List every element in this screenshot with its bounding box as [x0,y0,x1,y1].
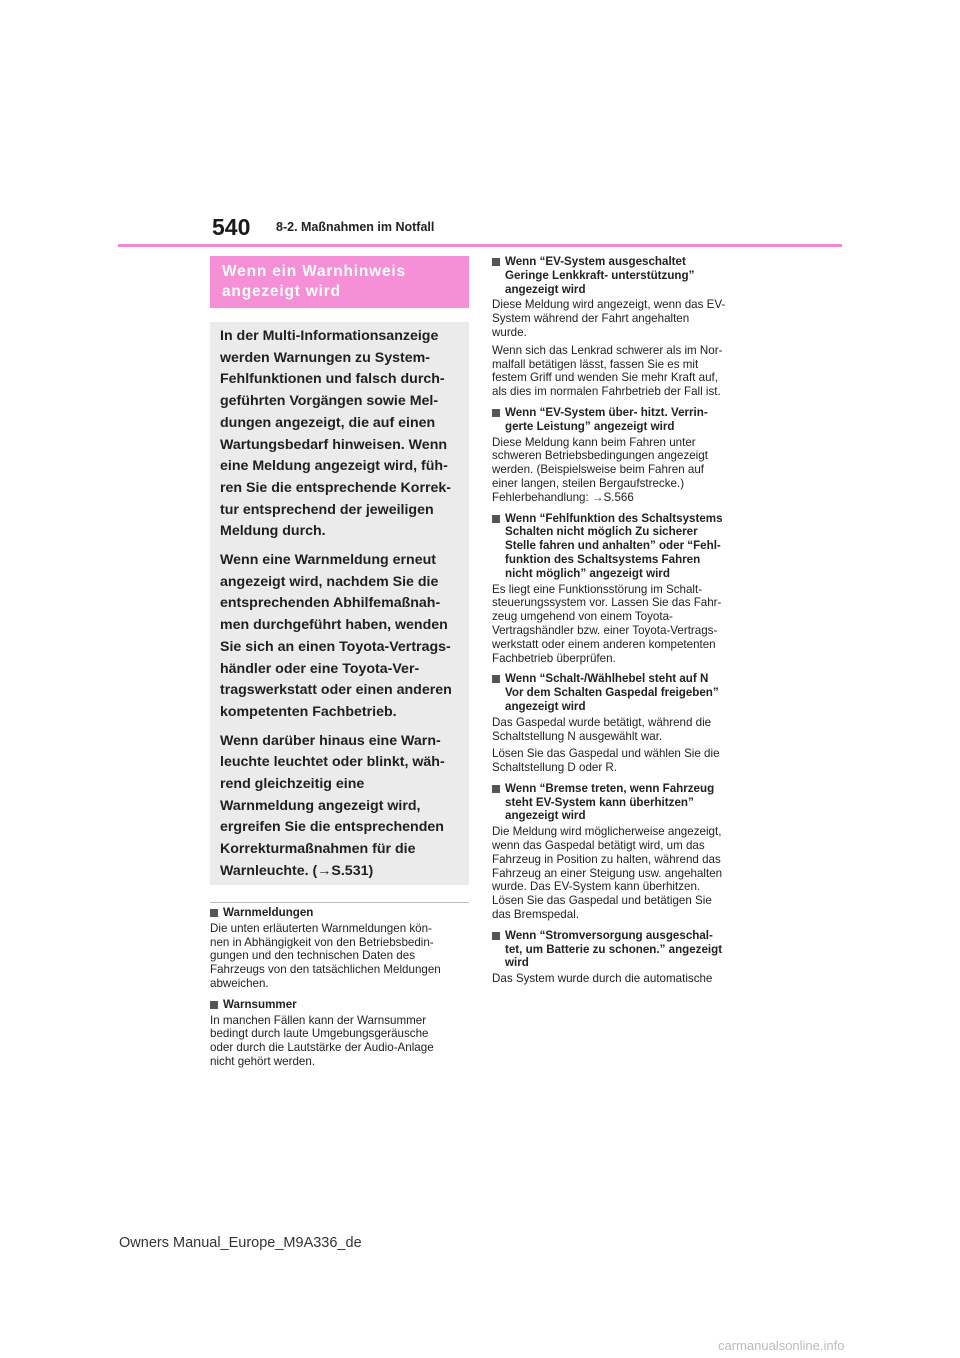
warning-item [492,929,752,986]
warning-item [492,255,752,399]
intro-paragraph: In der Multi-Informationsanzeige werden Warnungen zu System- Fehlfunktionen und falsch durch- geführten Vorgängen sowie Mel- dungen angezeigt, die auf einen Wartungsbedarf hinweisen. Wenn eine Meldung angezeigt wird, füh- ren Sie die entsprechende Korrek- tur entsprechend der jeweiligen Meldung durch. [220,328,452,540]
item-heading: Wenn “EV-System über- hitzt. Verrin- gerte Leistung” angezeigt wird [492,406,752,434]
square-bullet-icon [492,409,500,417]
item-text: Die Meldung wird möglicherweise angezeigt, wenn das Gaspedal betätigt wird, um das Fahrzeug in Position zu halten, während das Fahrzeug an einer Steigung usw. angehalten wurde. Das EV-System kann überhitzen. Lösen Sie das Gaspedal und betätigen Sie das Bremspedal. [492,825,723,922]
item-text: Das Gaspedal wurde betätigt, während die Schaltstellung N ausgewählt war. [492,715,712,743]
item-heading: Wenn “Fehlfunktion des Schaltsystems Schalten nicht möglich Zu sicherer Stelle fahren und anhalten” oder “Fehl- funktion des Schaltsystems Fahren nicht möglich” angezeigt wird [492,512,752,581]
item-heading: Wenn “EV-System ausgeschaltet Geringe Lenkkraft- unterstützung” angezeigt wird [492,255,752,296]
item-text: In manchen Fällen kann der Warnsummer bedingt durch laute Umgebungsgeräusche oder durch die Lautstärke der Audio-Anlage nicht gehört werden. [210,1013,434,1068]
warning-item [492,672,752,775]
item-text: Diese Meldung wird angezeigt, wenn das EV- System während der Fahrt angehalten wurde. [492,298,726,339]
info-item [210,906,469,991]
item-heading: Warnmeldungen [210,906,469,920]
square-bullet-icon [210,1001,218,1009]
item-text: Wenn sich das Lenkrad schwerer als im Nor- malfall betätigen lässt, fassen Sie es mit festem Griff und wenden Sie mehr Kraft auf, als dies im normalen Fahrbetrieb der Fall ist. [492,343,723,399]
item-text: Es liegt eine Funktionsstörung im Schalt- steuerungssystem vor. Lassen Sie das Fahr- zeug umgehend von einem Toyota- Vertragshändler bzw. einer Toyota-Vertrags- werkstatt oder einem anderen kompetenten Fachbetrieb überprüfen. [492,582,722,665]
warning-item [492,512,752,666]
watermark-text: carmanualsonline.info [718,1338,845,1353]
square-bullet-icon [492,785,500,793]
square-bullet-icon [492,258,500,266]
info-item [210,998,469,1069]
item-heading: Warnsummer [210,998,469,1012]
item-heading: Wenn “Stromversorgung ausgeschal- tet, um Batterie zu schonen.” angezeigt wird [492,929,752,970]
left-column [210,906,469,1076]
intro-paragraph: Wenn eine Warnmeldung erneut angezeigt wird, nachdem Sie die entsprechenden Abhilfemaßnah- men durchgeführt haben, wenden Sie sich an einen Toyota-Vertrags- händler oder eine Toyota-Ver- tragswerkstatt oder einen anderen kompetenten Fachbetrieb. [220,552,452,720]
square-bullet-icon [492,932,500,940]
section-banner [210,256,469,308]
item-heading: Wenn “Bremse treten, wenn Fahrzeug steht EV-System kann überhitzen” angezeigt wird [492,782,752,823]
warning-item [492,406,752,505]
item-text: Lösen Sie das Gaspedal und wählen Sie die Schaltstellung D oder R. [492,747,720,775]
footer-text: Owners Manual_Europe_M9A336_de [119,1235,362,1251]
right-column [492,255,752,993]
warning-item [492,782,752,922]
section-divider [210,902,469,903]
section-title: Wenn ein Warnhinweis angezeigt wird [222,263,406,300]
square-bullet-icon [492,515,500,523]
item-text: Die unten erläuterten Warnmeldungen kön- nen in Abhängigkeit von den Betriebsbedin- gungen und den technischen Daten des Fahrzeugs von den tatsächlichen Meldungen abweichen. [210,921,441,990]
item-text: Das System wurde durch die automatische [492,972,713,986]
intro-box [210,322,469,885]
item-text: Diese Meldung kann beim Fahren unter schweren Betriebsbedingungen angezeigt werden. (Beispielsweise beim Fahren auf einer langen, steilen Bergaufstrecke.) Fehlerbehandlung: →S.566 [492,435,708,504]
square-bullet-icon [492,675,500,683]
chapter-title: 8-2. Maßnahmen im Notfall [276,220,435,234]
page-number: 540 [212,214,251,240]
square-bullet-icon [210,909,218,917]
intro-paragraph: Wenn darüber hinaus eine Warn- leuchte leuchtet oder blinkt, wäh- rend gleichzeitig eine Warnmeldung angezeigt wird, ergreifen Sie die entsprechenden Korrekturmaßnahmen für die Warnleuchte. (→S.531) [220,732,445,879]
header-rule [118,244,842,247]
item-heading: Wenn “Schalt-/Wählhebel steht auf N Vor dem Schalten Gaspedal freigeben” angezeigt wird [492,672,752,713]
